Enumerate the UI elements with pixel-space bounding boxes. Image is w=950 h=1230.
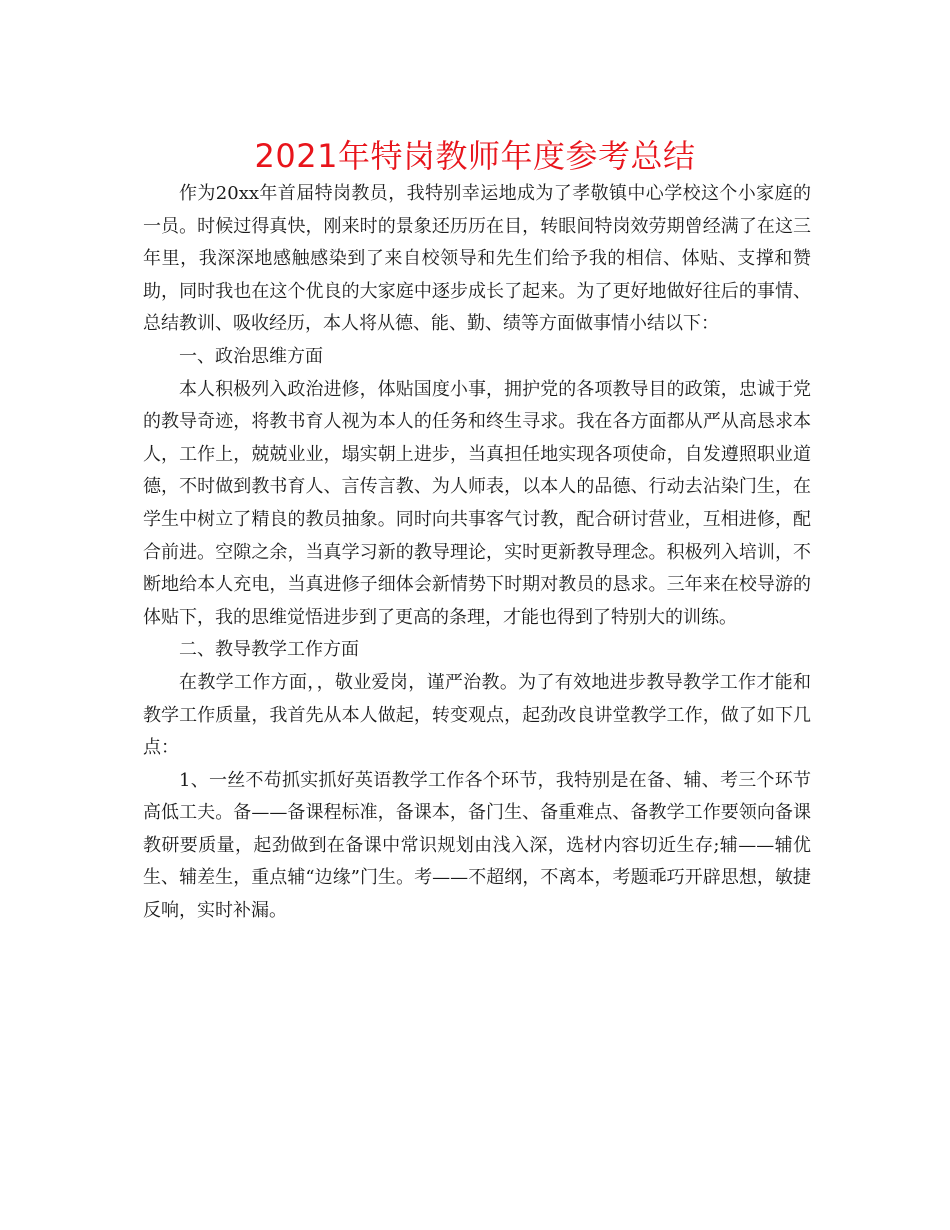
section-heading-politics: 一、政治思维方面 (179, 345, 323, 367)
paragraph-politics: 本人积极列入政治进修，体贴国度小事，拥护党的各项教导目的政策，忠诚于党的教导奇迹，将教书育人视为本人的任务和终生寻求。我在各方面都从严从高恳求本人，工作上，兢兢业业，塌实朝上进步，当真担任地实现各项使命，自发遵照职业道德，不时做到教书育人、言传言教、为人师表，以本人的品德、行动去沾染门生，在学生中树立了精良的教员抽象。同时向共事客气讨教，配合研讨营业，互相进修，配合前进。空隙之余，当真学习新的教导理论，实时更新教导理念。积极列入培训，不断地给本人充电，当真进修子细体会新情势下时期对教员的恳求。三年来在校导游的体贴下，我的思维觉悟进步到了更高的条理，才能也得到了特别大的训练。 (143, 378, 811, 628)
paragraph-point-1: 1、一丝不苟抓实抓好英语教学工作各个环节，我特别是在备、辅、考三个环节高低工夫。备——备课程标准，备课本，备门生、备重难点、备教学工作要领向备课教研要质量，起劲做到在备课中常识规划由浅入深，选材内容切近生存;辅——辅优生、辅差生，重点辅“边缘”门生。考——不超纲，不离本，考题乖巧开辟思想，敏捷反响，实时补漏。 (143, 769, 811, 922)
paragraph-intro: 作为20xx年首届特岗教员，我特别幸运地成为了孝敬镇中心学校这个小家庭的一员。时候过得真快，刚来时的景象还历历在目，转眼间特岗效劳期曾经满了在这三年里，我深深地感触感染到了来自校领导和先生们给予我的相信、体贴、支撑和赞助，同时我也在这个优良的大家庭中逐步成长了起来。为了更好地做好往后的事情、总结教训、吸收经历，本人将从德、能、勤、绩等方面做事情小结以下： (143, 183, 811, 335)
section-heading-teaching: 二、教导教学工作方面 (179, 639, 359, 661)
document-title: 2021年特岗教师年度参考总结 (254, 137, 696, 175)
paragraph-teaching: 在教学工作方面，，敬业爱岗，谨严治教。为了有效地进步教导教学工作才能和教学工作质量，我首先从本人做起，转变观点，起劲改良讲堂教学工作，做了如下几点： (143, 671, 811, 759)
document-body (143, 178, 811, 928)
